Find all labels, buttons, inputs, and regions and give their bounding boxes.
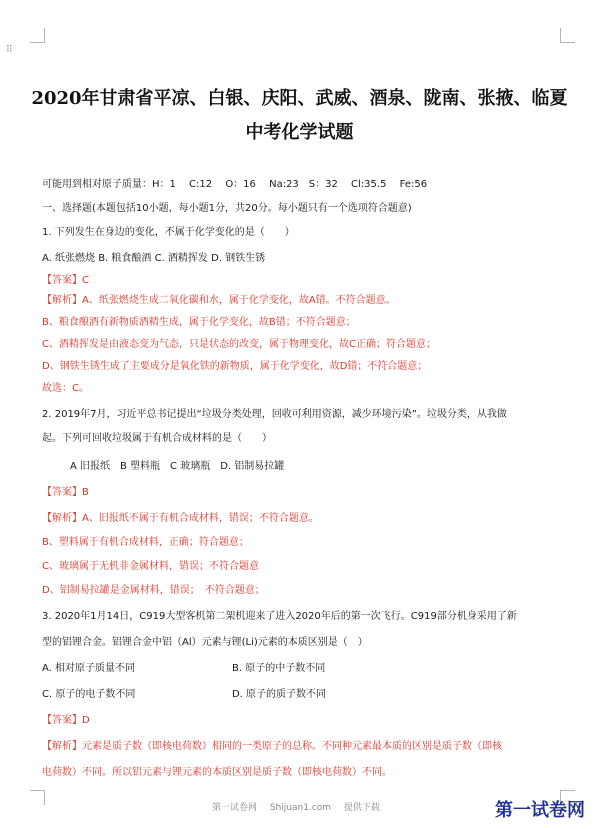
crop-mark-bottom-left: [30, 790, 45, 805]
question-3-stem-cont: 型的铝锂合金。铝锂合金中铝（Al）元素与锂(Li)元素的本质区别是（ ）: [42, 637, 368, 648]
question-3-analysis-line: 电荷数）不同。所以铝元素与锂元素的本质区别是质子数（即核电荷数）不同。: [42, 767, 392, 778]
question-3-option-d: D. 原子的质子数不同: [232, 689, 327, 700]
question-1-analysis-line: 【解析】A、纸张燃烧生成二氧化碳和水，属于化学变化，故A错。不符合题意。: [42, 295, 396, 306]
footer-site-name: 第一试卷网: [212, 803, 258, 813]
question-1-answer: 【答案】C: [42, 275, 89, 286]
question-2-options: A 旧报纸 B 塑料瓶 C 玻璃瓶 D. 铝制易拉罐: [70, 461, 285, 472]
question-3-stem: 3. 2020年1月14日，C919大型客机第二架机迎来了进入2020年后的第一次飞行。C919部分机身采用了新: [42, 611, 517, 622]
question-3-answer: 【答案】D: [42, 715, 90, 726]
question-3-option-b: B. 原子的中子数不同: [232, 663, 326, 674]
question-3-options-row: [42, 688, 542, 701]
crop-mark-top-left: [30, 28, 45, 43]
page-subtitle: 中考化学试题: [245, 122, 354, 143]
question-2-stem: 2. 2019年7月，习近平总书记提出“垃圾分类处理，回收可利用资源，减少环境污染”。垃圾分类，从我做: [42, 409, 507, 420]
question-1-analysis-line: 故选：C。: [42, 383, 89, 394]
section-heading: 一、选择题(本题包括10小题，每小题1分，共20分。每小题只有一个选项符合题意): [42, 203, 412, 214]
footer-site-url[interactable]: Shijuan1.com: [269, 803, 332, 813]
question-1-analysis-line: C、酒精挥发是由液态变为气态，只是状态的改变，属于物理变化，故C正确；符合题意；: [42, 339, 436, 350]
question-1-analysis-line: D、钢铁生锈生成了主要成分是氧化铁的新物质，属于化学变化，故D错；不符合题意；: [42, 361, 428, 372]
page-title: 2020年甘肃省平凉、白银、庆阳、武威、酒泉、陇南、张掖、临夏: [31, 88, 568, 109]
question-1-stem: 1. 下列发生在身边的变化，不属于化学变化的是（ ）: [42, 227, 295, 238]
question-2-answer: 【答案】B: [42, 487, 89, 498]
question-1-analysis-line: B、粮食酿酒有新物质酒精生成，属于化学变化，故B错；不符合题意；: [42, 317, 356, 328]
footer-provider: 提供下载: [343, 803, 380, 813]
question-2-analysis-line: C、玻璃属于无机非金属材料，错误；不符合题意: [42, 561, 259, 572]
question-2-analysis-line: D、铝制易拉罐是金属材料，错误； 不符合题意；: [42, 585, 265, 596]
question-2-analysis-line: 【解析】A、旧报纸不属于有机合成材料，错误；不符合题意。: [42, 513, 319, 524]
crop-mark-top-right: [560, 28, 575, 43]
question-1-options: A. 纸张燃烧 B. 粮食酿酒 C. 酒精挥发 D. 钢铁生锈: [42, 253, 266, 264]
question-2-analysis-line: B、塑料属于有机合成材料，正确；符合题意；: [42, 537, 249, 548]
drag-handle-icon[interactable]: ⠿: [6, 45, 14, 55]
site-watermark: 第一试卷网: [495, 800, 585, 821]
question-3-options-row: [42, 662, 542, 675]
question-3-option-c: C. 原子的电子数不同: [42, 689, 136, 700]
question-2-stem-cont: 起。下列可回收垃圾属于有机合成材料的是（ ）: [42, 433, 272, 444]
atomic-masses: 可能用到相对原子质量：H：1 C:12 O：16 Na:23 S：32 Cl:35.5 Fe:56: [42, 179, 428, 190]
question-3-analysis-line: 【解析】元素是质子数（即核电荷数）相同的一类原子的总称。不同种元素最本质的区别是质子数（即核: [42, 741, 502, 752]
page-footer: [212, 800, 390, 813]
question-3-option-a: A. 相对原子质量不同: [42, 663, 136, 674]
